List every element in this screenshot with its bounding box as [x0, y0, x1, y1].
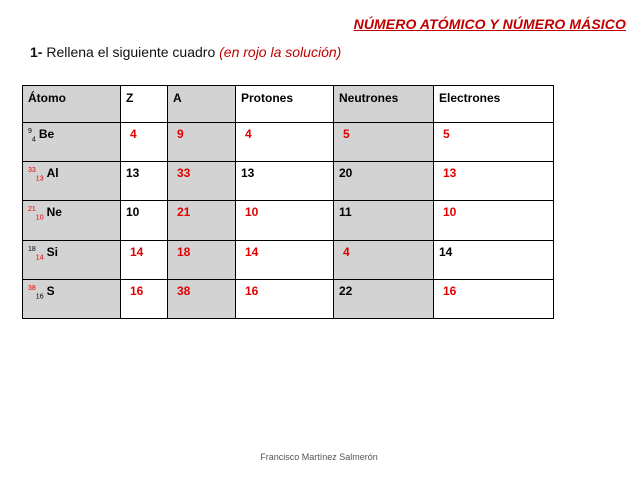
- instruction-note: (en rojo la solución): [219, 44, 342, 60]
- table-row: [23, 240, 554, 279]
- element-symbol: Al: [46, 166, 59, 181]
- header-atomo: Átomo: [23, 86, 121, 123]
- atomic-number: 4: [31, 136, 36, 144]
- table-row: [23, 201, 554, 240]
- cell-z: 4: [121, 123, 168, 162]
- atom-table: [22, 85, 554, 319]
- cell-electrones: 10: [434, 201, 554, 240]
- cell-a: 18: [168, 240, 236, 279]
- cell-neutrones: 11: [334, 201, 434, 240]
- header-z: Z: [121, 86, 168, 123]
- cell-neutrones: 20: [334, 162, 434, 201]
- mass-number: 21: [28, 206, 36, 214]
- cell-protones: 13: [236, 162, 334, 201]
- header-electrones: Electrones: [434, 86, 554, 123]
- cell-neutrones: 22: [334, 279, 434, 318]
- header-protones: Protones: [236, 86, 334, 123]
- atomic-number: 14: [35, 254, 44, 262]
- cell-z: 10: [121, 201, 168, 240]
- element-symbol: Be: [38, 127, 55, 142]
- cell-electrones: 14: [434, 240, 554, 279]
- cell-a: 38: [168, 279, 236, 318]
- cell-a: 33: [168, 162, 236, 201]
- element-symbol: Si: [46, 244, 58, 259]
- cell-neutrones: 4: [334, 240, 434, 279]
- table-row: [23, 123, 554, 162]
- atom-cell: [23, 123, 121, 162]
- footer-author: Francisco Martínez Salmerón: [260, 452, 378, 462]
- mass-number: 33: [28, 167, 36, 175]
- element-symbol: S: [46, 283, 55, 298]
- mass-number: 18: [28, 245, 36, 253]
- cell-protones: 4: [236, 123, 334, 162]
- atomic-number: 10: [35, 214, 44, 222]
- cell-z: 16: [121, 279, 168, 318]
- cell-electrones: 5: [434, 123, 554, 162]
- cell-electrones: 16: [434, 279, 554, 318]
- cell-a: 9: [168, 123, 236, 162]
- header-a: A: [168, 86, 236, 123]
- instruction-number: 1-: [30, 44, 43, 60]
- cell-protones: 14: [236, 240, 334, 279]
- table-row: [23, 162, 554, 201]
- cell-electrones: 13: [434, 162, 554, 201]
- page-title: NÚMERO ATÓMICO Y NÚMERO MÁSICO: [353, 16, 626, 32]
- atom-cell: [23, 279, 121, 318]
- atom-cell: [23, 162, 121, 201]
- cell-protones: 16: [236, 279, 334, 318]
- cell-z: 13: [121, 162, 168, 201]
- atomic-number: 16: [35, 293, 44, 301]
- atomic-number: 13: [35, 175, 44, 183]
- table-header-row: [23, 86, 554, 123]
- atom-cell: [23, 201, 121, 240]
- mass-number: 9: [28, 128, 32, 136]
- cell-neutrones: 5: [334, 123, 434, 162]
- instruction: [30, 44, 341, 60]
- cell-a: 21: [168, 201, 236, 240]
- cell-z: 14: [121, 240, 168, 279]
- cell-protones: 10: [236, 201, 334, 240]
- header-neutrones: Neutrones: [334, 86, 434, 123]
- mass-number: 38: [28, 284, 36, 292]
- table-row: [23, 279, 554, 318]
- element-symbol: Ne: [46, 205, 62, 220]
- atom-cell: [23, 240, 121, 279]
- instruction-text: Rellena el siguiente cuadro: [42, 44, 220, 60]
